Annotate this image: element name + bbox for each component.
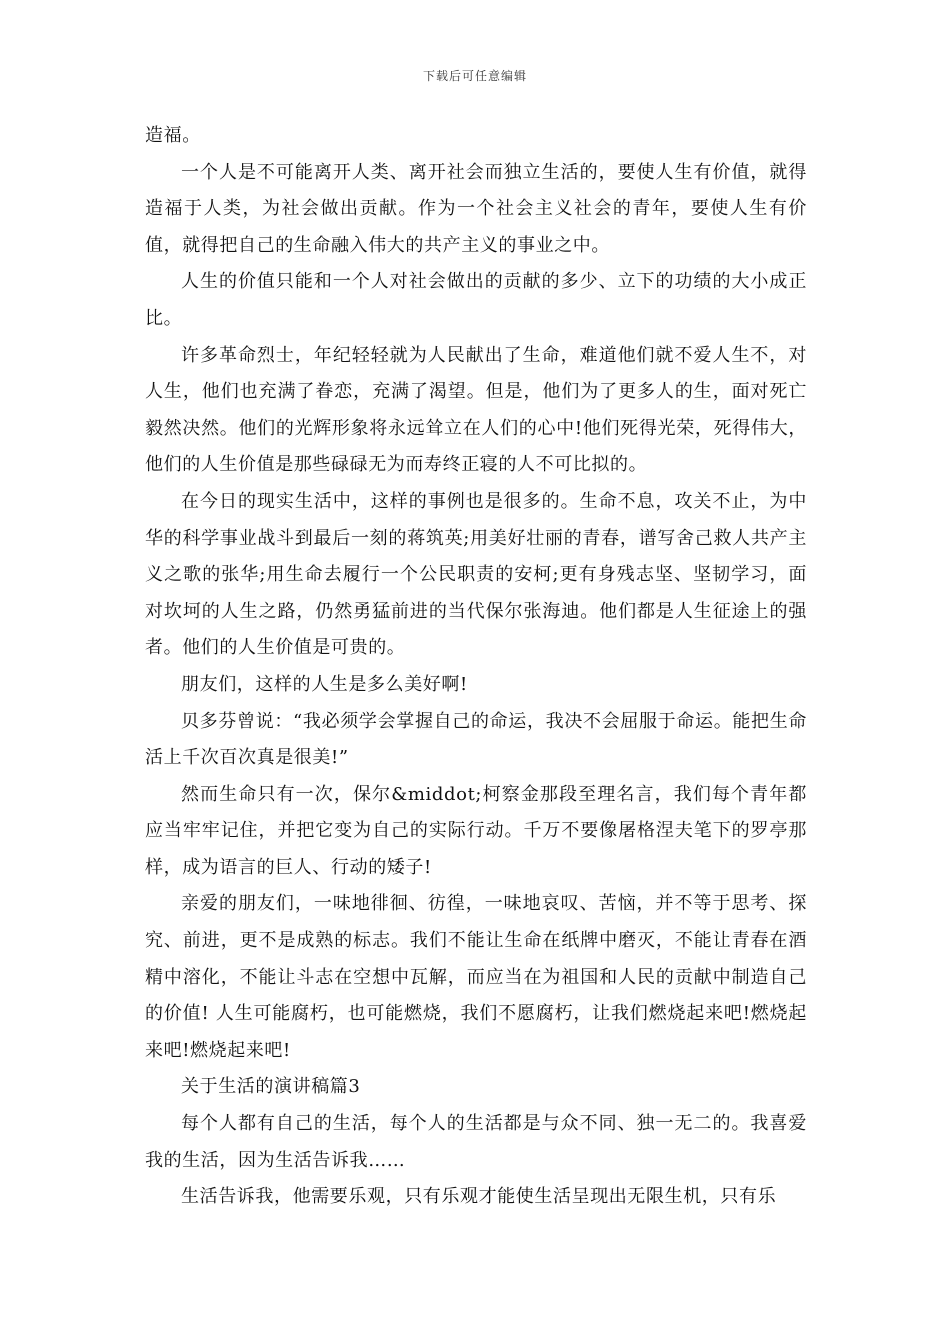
paragraph: 许多革命烈士，年纪轻轻就为人民献出了生命，难道他们就不爱人生不，对人生，他们也充满了眷恋，充满了渴望。但是，他们为了更多人的生，面对死亡毅然决然。他们的光辉形象将永远耸立在人们的心中!他们死得光荣，死得伟大，他们的人生价值是那些碌碌无为而寿终正寝的人不可比拟的。 xyxy=(145,344,807,476)
paragraph: 人生的价值只能和一个人对社会做出的贡献的多少、立下的功绩的大小成正比。 xyxy=(145,271,807,329)
paragraph: 在今日的现实生活中，这样的事例也是很多的。生命不息，攻关不止，为中华的科学事业战斗到最后一刻的蒋筑英;用美好壮丽的青春，谱写舍己救人共产主义之歌的张华;用生命去履行一个公民职责的安柯;更有身残志坚、坚韧学习，面对坎坷的人生之路，仍然勇猛前进的当代保尔张海迪。他们都是人生征途上的强者。他们的人生价值是可贵的。 xyxy=(145,490,807,659)
paragraph: 一个人是不可能离开人类、离开社会而独立生活的，要使人生有价值，就得造福于人类，为社会做出贡献。作为一个社会主义社会的青年，要使人生有价值，就得把自己的生命融入伟大的共产主义的事业之中。 xyxy=(145,161,807,256)
document-body xyxy=(145,118,807,1216)
section-heading: 关于生活的演讲稿篇3 xyxy=(181,1076,361,1098)
paragraph-continuation: 造福。 xyxy=(145,125,201,146)
page-header-note: 下载后可任意编辑 xyxy=(422,69,527,83)
paragraph: 生活告诉我，他需要乐观，只有乐观才能使生活呈现出无限生机，只有乐 xyxy=(181,1186,777,1208)
paragraph: 朋友们，这样的人生是多么美好啊! xyxy=(181,673,468,695)
paragraph: 亲爱的朋友们，一味地徘徊、彷徨，一味地哀叹、苦恼，并不等于思考、探究、前进，更不是成熟的标志。我们不能让生命在纸牌中磨灭，不能让青春在酒精中溶化，不能让斗志在空想中瓦解，而应当在为祖国和人民的贡献中制造自己的价值! 人生可能腐朽，也可能燃烧，我们不愿腐朽，让我们燃烧起来吧!燃烧起来吧!燃烧起来吧! xyxy=(145,893,807,1061)
paragraph: 每个人都有自己的生活，每个人的生活都是与众不同、独一无二的。我喜爱我的生活，因为生活告诉我…… xyxy=(145,1113,807,1171)
paragraph: 然而生命只有一次，保尔&middot;柯察金那段至理名言，我们每个青年都应当牢牢记住，并把它变为自己的实际行动。千万不要像屠格涅夫笔下的罗亭那样，成为语言的巨人、行动的矮子! xyxy=(145,783,807,878)
paragraph-quote: 贝多芬曾说：“我必须学会掌握自己的命运，我决不会屈服于命运。能把生命活上千次百次真是很美!” xyxy=(145,710,807,769)
